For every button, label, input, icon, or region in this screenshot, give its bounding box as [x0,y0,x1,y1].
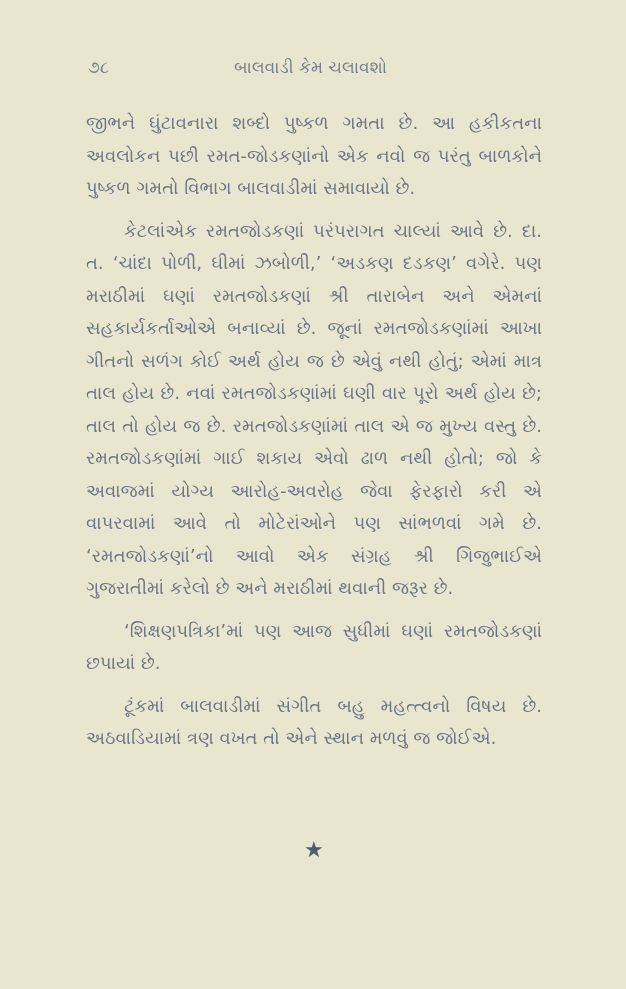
page-number: ૭૮ [88,58,110,78]
paragraph-2: કેટલાંએક રમતજોડકણાં પરંપરાગત ચાલ્યાં આવે છે. દા. ત. ‘ચાંદા પોળી, ઘીમાં ઝબોળી,’ ‘અડકણ દડકણ’ વગેરે. પણ મરાઠીમાં ઘણાં રમતજોડકણાં શ્રી તારાબેન અને એમનાં સહકાર્યકર્તાઓએ બનાવ્યાં છે. જૂનાં રમતજોડકણાંમાં આખા ગીતનો સળંગ કોઈ અર્થ હોય જ છે એવું નથી હોતું; એમાં માત્ર તાલ હોય છે. નવાં રમતજોડકણાંમાં ઘણી વાર પૂરો અર્થ હોય છે; તાલ તો હોય જ છે. રમતજોડકણાંમાં તાલ એ જ મુખ્ય વસ્તુ છે. રમતજોડકણાંમાં ગાઈ શકાય એવો ઢાળ નથી હોતો; જો કે અવાજમાં યોગ્ય આરોહ-અવરોહ જેવા ફેરફારો કરી એ વાપરવામાં આવે તો મોટેરાંઓને પણ સાંભળવાં ગમે છે. ‘રમતજોડકણાં’નો આવો એક સંગ્રહ શ્રી ગિજુભાઈએ ગુજરાતીમાં કરેલો છે અને મરાઠીમાં થવાની જરૂર છે. [86,220,542,599]
paragraph-4: ટૂંકમાં બાલવાડીમાં સંગીત બહુ મહત્ત્વનો વિષય છે. અઠવાડિયામાં ત્રણ વખત તો એને સ્થાન મળવું જ જોઈએ. [86,695,542,749]
paragraph-3: ‘શિક્ષણપત્રિકા’માં પણ આજ સુધીમાં ઘણાં રમતજોડકણાં છપાયાં છે. [86,620,542,674]
page-header [88,58,538,88]
paragraph-1: જીભને ઘુંટાવનારા શબ્દો પુષ્કળ ગમતા છે. આ હકીકતના અવલોકન પછી રમત-જોડકણાંનો એક નવો જ પરંતુ બાળકોને પુષ્કળ ગમતો વિભાગ બાલવાડીમાં સમાવાયો છે. [86,113,542,199]
running-title: બાલવાડી કેમ ચલાવશો [234,58,387,78]
body-text [86,108,542,766]
star-ornament-icon: ★ [304,838,324,863]
